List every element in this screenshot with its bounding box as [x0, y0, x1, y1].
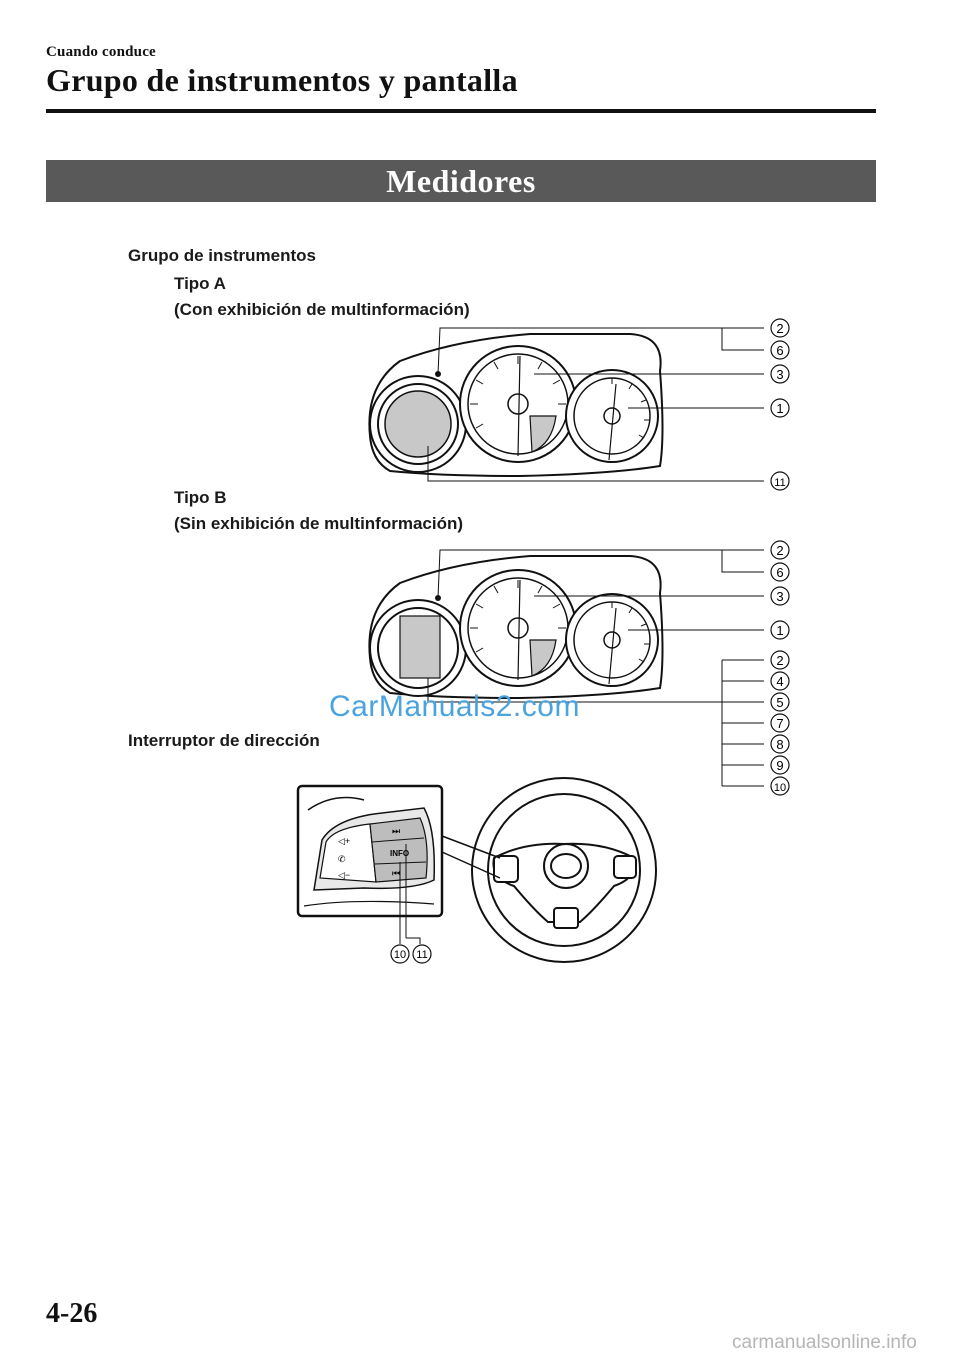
callout-number: 3: [776, 589, 784, 604]
voice-icon: ✆: [338, 854, 346, 864]
steering-switch-diagram: [294, 770, 674, 980]
switch-closeup-inset: [298, 786, 442, 916]
warning-light-panel: [370, 600, 466, 696]
callout-number: 3: [776, 367, 784, 382]
tachometer-gauge: [460, 346, 576, 462]
callout-number: 4: [776, 674, 784, 689]
cluster-diagram-type-a: [360, 316, 820, 496]
speedometer-gauge: [566, 594, 658, 686]
title-rule: [46, 109, 876, 113]
callout-number: 10: [773, 782, 787, 794]
info-switch-label: INFO: [390, 849, 410, 858]
volume-down-icon: ◁−: [338, 870, 351, 880]
section-banner: [46, 160, 876, 202]
inset-connector: [442, 836, 500, 878]
callout-number: 10: [393, 949, 407, 961]
seek-forward-icon: ⏭: [392, 826, 401, 836]
watermark-carmanuals2: CarManuals2.com: [329, 690, 580, 723]
page-number: 4-26: [46, 1298, 98, 1329]
volume-up-icon: ◁+: [338, 836, 351, 846]
type-a-note: (Con exhibición de multinformación): [174, 300, 470, 319]
callout-number: 6: [776, 565, 784, 580]
callouts-type-b: [771, 541, 789, 795]
seek-back-icon: ⏮: [392, 868, 401, 878]
type-b-label: Tipo B: [174, 488, 227, 507]
callout-number: 2: [776, 653, 784, 668]
multi-info-display: [370, 376, 466, 472]
banner-text: Medidores: [386, 162, 536, 199]
type-b-note: (Sin exhibición de multinformación): [174, 514, 464, 533]
callouts-type-a: [771, 319, 789, 490]
footer-watermark: carmanualsonline.info: [732, 1332, 917, 1353]
speedometer-gauge: [566, 370, 658, 462]
cluster-label: Grupo de instrumentos: [128, 246, 316, 265]
section-name: Cuando conduce: [46, 44, 156, 60]
callout-number: 2: [776, 543, 784, 558]
callout-number: 5: [776, 695, 784, 710]
callout-number: 1: [776, 623, 784, 638]
page-title: Grupo de instrumentos y pantalla: [46, 62, 518, 98]
callout-number: 6: [776, 343, 784, 358]
cluster-diagram-type-b: [360, 538, 820, 800]
callouts-steering: [391, 945, 431, 963]
callout-number: 7: [776, 716, 784, 731]
callout-number: 1: [776, 401, 784, 416]
steering-switch-label: Interruptor de dirección: [128, 731, 320, 750]
steering-wheel: [472, 778, 656, 962]
tachometer-gauge: [460, 570, 576, 686]
callout-number: 11: [774, 477, 786, 489]
callout-number: 8: [776, 737, 784, 752]
type-a-label: Tipo A: [174, 274, 226, 293]
callout-number: 9: [776, 758, 784, 773]
callout-number: 11: [416, 949, 428, 961]
callout-number: 2: [776, 321, 784, 336]
